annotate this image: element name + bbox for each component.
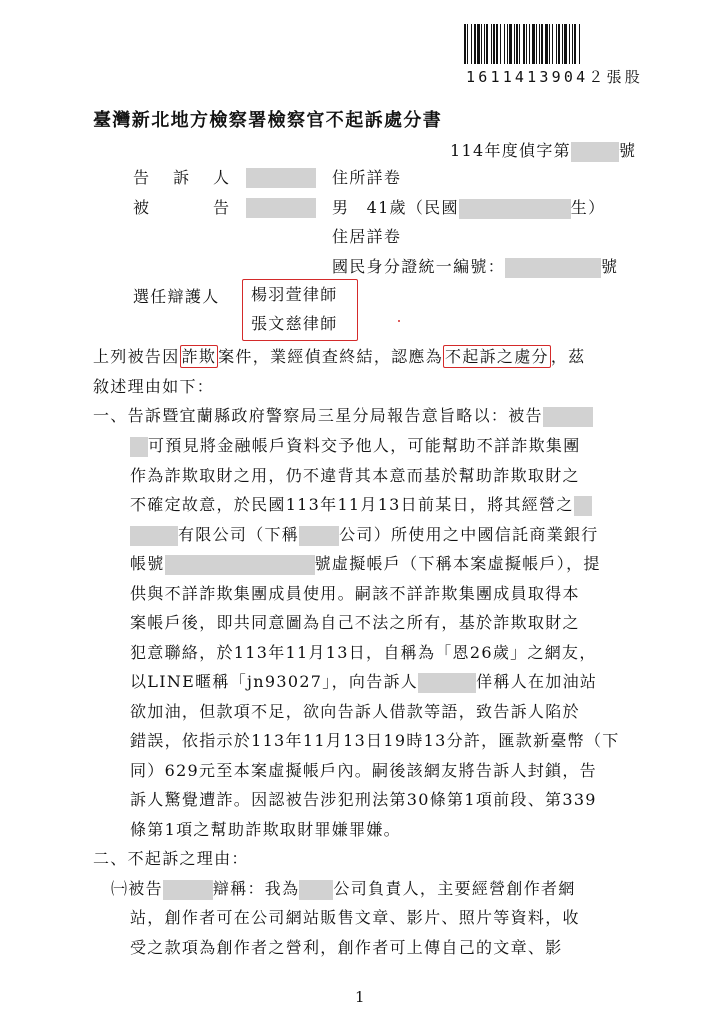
section2-line: 站，創作者可在公司網站販售文章、影片、照片等資料，收 <box>130 908 580 927</box>
barcode-bar <box>474 24 476 64</box>
barcode-bar <box>491 24 492 64</box>
barcode-bar <box>496 24 498 64</box>
barcode-bar <box>467 24 468 64</box>
barcode-bar <box>500 24 501 64</box>
section1-text: 帳號 <box>130 554 165 573</box>
barcode-bar <box>516 24 518 64</box>
redaction <box>246 168 316 188</box>
barcode-bar <box>572 24 573 64</box>
barcode-bar <box>539 24 540 64</box>
section1-line: 犯意聯絡，於113年11月13日，自稱為「恩26歲」之網友， <box>130 643 597 662</box>
barcode-bar <box>556 24 557 64</box>
barcode-bar <box>545 24 548 64</box>
redaction <box>246 198 316 218</box>
barcode-bar <box>477 24 480 64</box>
barcode-bar <box>569 24 570 64</box>
barcode-bar <box>481 24 482 64</box>
barcode-bar <box>558 24 560 64</box>
section1-text: 公司）所使用之中國信託商業銀行 <box>339 525 599 544</box>
defendant-birth-suffix: 生） <box>570 198 606 217</box>
document-title: 臺灣新北地方檢察署檢察官不起訴處分書 <box>93 110 443 131</box>
redaction <box>299 880 333 900</box>
barcode-bar <box>536 24 537 64</box>
section1-text: 不確定故意，於民國113年11月13日前某日，將其經營之 <box>130 495 574 514</box>
section1-line <box>130 495 592 516</box>
barcode-number: 1611413904２張股 <box>466 68 643 86</box>
section1-line: 錯誤，依指示於113年11月13日19時13分許，匯款新臺幣（下 <box>130 731 620 750</box>
redaction <box>163 880 213 900</box>
redaction <box>459 199 571 219</box>
complainant-label: 告 訴 人 <box>133 168 234 187</box>
barcode-bar <box>532 24 535 64</box>
section1-line: 訴人驚覺遭詐。因認被告涉犯刑法第30條第1項前段、第339 <box>130 790 597 809</box>
section1-line: 供與不詳詐欺集團成員使用。嗣該不詳詐欺集團成員取得本 <box>130 584 580 603</box>
barcode-bar <box>514 24 515 64</box>
decision-highlight: 不起訴之處分 <box>445 347 549 366</box>
barcode-bar <box>464 24 466 64</box>
counsel-2: 張文慈律師 <box>251 314 338 333</box>
defendant-label: 被 告 <box>133 198 234 217</box>
section1-line <box>130 554 601 575</box>
barcode-bar <box>471 24 472 64</box>
case-number-prefix: 114年度偵字第 <box>450 141 571 160</box>
section1-line: 欲加油，但款項不足，欲向告訴人借款等語，致告訴人陷於 <box>130 702 580 721</box>
barcode-bar <box>562 24 563 64</box>
redaction <box>543 407 593 427</box>
barcode-bar <box>574 24 576 64</box>
barcode-bar <box>541 24 543 64</box>
case-number-suffix: 號 <box>618 141 637 160</box>
section2-heading: 二、不起訴之理由： <box>93 849 249 868</box>
barcode-bar <box>486 24 488 64</box>
redaction <box>165 555 315 575</box>
redaction <box>574 496 592 516</box>
section1-text: 可預見將金融帳戶資料交予他人，可能幫助不詳詐欺集團 <box>148 436 581 455</box>
barcode-bar <box>579 24 580 64</box>
intro-text-c: ，茲 <box>550 347 586 366</box>
barcode-bar <box>493 24 495 64</box>
section1-line <box>130 672 597 693</box>
barcode-bar <box>564 24 567 64</box>
redaction <box>130 526 178 546</box>
barcode-bar <box>519 24 520 64</box>
redaction <box>571 142 619 162</box>
section1-text: 佯稱人在加油站 <box>476 672 598 691</box>
red-mark <box>398 320 400 322</box>
redaction <box>299 526 339 546</box>
defendant-residence: 住居詳卷 <box>332 227 402 246</box>
intro-line-2: 敘述理由如下： <box>93 377 215 396</box>
defendant-id <box>332 257 618 278</box>
page-number: 1 <box>355 988 365 1006</box>
section1-line <box>130 436 581 457</box>
id-label: 國民身分證統一編號： <box>332 257 506 276</box>
section2-text: ㈠被告 <box>111 879 163 898</box>
intro-text-b: 案件，業經偵查終結，認應為 <box>218 347 444 366</box>
section1-line: 同）629元至本案虛擬帳戶內。嗣後該網友將告訴人封鎖，告 <box>130 761 597 780</box>
section2-line: 受之款項為創作者之營利，創作者可上傳自己的文章、影 <box>130 938 563 957</box>
counsel-label: 選任辯護人 <box>133 287 220 306</box>
section1-line <box>93 406 593 427</box>
barcode-bar <box>549 24 550 64</box>
section2-line <box>111 879 576 900</box>
barcode-bar <box>504 24 505 64</box>
section1-line: 作為詐欺取財之用，仍不違背其本意而基於幫助詐欺取財之 <box>130 466 580 485</box>
intro-text-a: 上列被告因 <box>93 347 180 366</box>
redaction <box>505 258 601 278</box>
barcode-bar <box>523 24 525 64</box>
redaction <box>418 673 476 693</box>
id-suffix: 號 <box>601 257 619 276</box>
section1-text: 以LINE暱稱「jn93027」，向告訴人 <box>130 672 419 691</box>
section2-text: 辯稱：我為 <box>212 879 300 898</box>
section1-text: 有限公司（下稱 <box>178 525 300 544</box>
section1-line <box>130 525 599 546</box>
defendant-info <box>332 198 605 219</box>
redaction <box>130 437 148 457</box>
barcode-bar <box>552 24 553 64</box>
case-number <box>450 141 636 162</box>
section1-line: 案帳戶後，即共同意圖為自己不法之所有，基於詐欺取財之 <box>130 613 580 632</box>
section2-text: 公司負責人，主要經營創作者網 <box>333 879 576 898</box>
barcode <box>462 24 688 64</box>
section1-text: 號虛擬帳戶（下稱本案虛擬帳戶），提 <box>314 554 601 573</box>
barcode-bar <box>484 24 485 64</box>
offense-highlight: 詐欺 <box>181 347 217 366</box>
counsel-1: 楊羽萱律師 <box>251 285 338 304</box>
section1-line: 條第1項之幫助詐欺取財罪嫌罪嫌。 <box>130 820 401 839</box>
barcode-bar <box>526 24 527 64</box>
defendant-age: 男 41歲（民國 <box>332 198 459 217</box>
barcode-bar <box>529 24 530 64</box>
barcode-bar <box>507 24 508 64</box>
intro-line-1 <box>93 347 585 367</box>
barcode-bar <box>509 24 512 64</box>
complainant-address: 住所詳卷 <box>332 168 402 187</box>
section1-heading: 一、告訴暨宜蘭縣政府警察局三星分局報告意旨略以：被告 <box>93 406 543 425</box>
